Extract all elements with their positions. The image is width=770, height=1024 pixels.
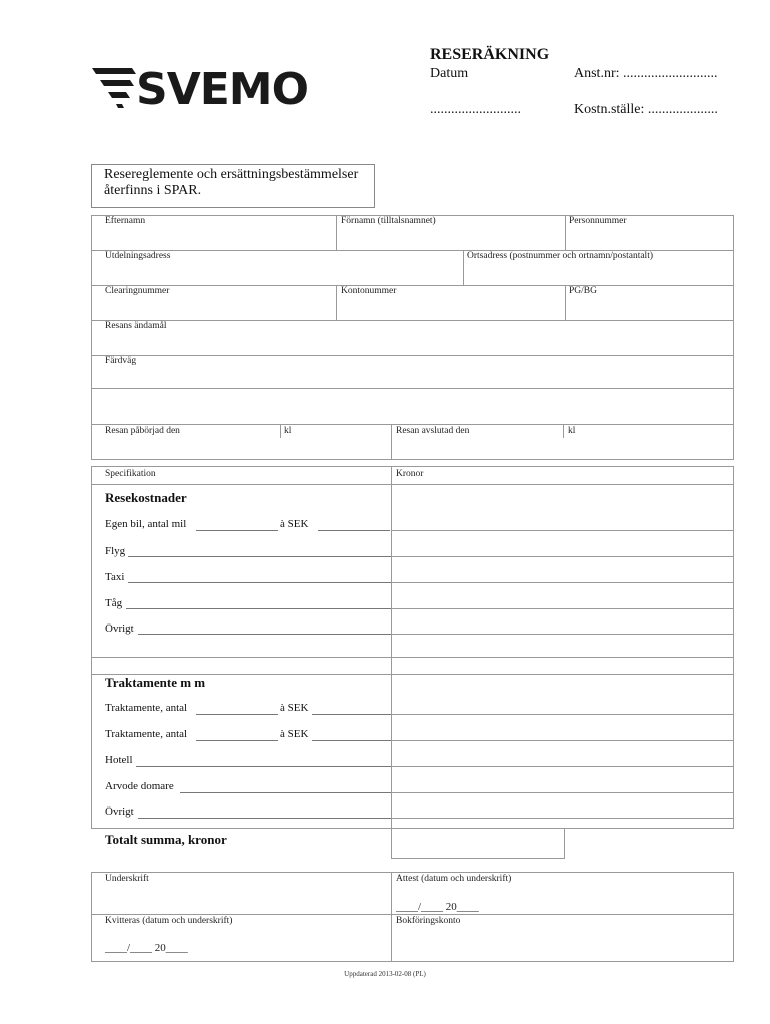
- tag-input[interactable]: [126, 608, 391, 609]
- egen-bil-label: Egen bil, antal mil: [105, 518, 187, 530]
- bokforingskonto-field[interactable]: Bokföringskonto: [396, 916, 461, 926]
- kronor-header: Kronor: [396, 469, 424, 479]
- efternamn-field[interactable]: Efternamn: [105, 216, 146, 226]
- specifikation-header: Specifikation: [105, 469, 156, 479]
- clearingnummer-field[interactable]: Clearingnummer: [105, 286, 170, 296]
- logo-text: SVEMO: [136, 64, 308, 110]
- paborjad-field[interactable]: Resan påbörjad den: [105, 426, 180, 436]
- traktamente-label-2: Traktamente, antal: [105, 728, 188, 740]
- fornamn-field[interactable]: Förnamn (tilltalsnamnet): [341, 216, 436, 226]
- regulations-note: [91, 164, 375, 208]
- traktamente-label-1: Traktamente, antal: [105, 702, 188, 714]
- ovrigt-input-2[interactable]: [138, 818, 391, 819]
- traktamente-sek-input-2[interactable]: [312, 740, 391, 741]
- arvode-input[interactable]: [180, 792, 391, 793]
- traktamente-sek-input-1[interactable]: [312, 714, 391, 715]
- traktamente-heading: Traktamente m m: [105, 675, 206, 690]
- egen-bil-antal-input[interactable]: [196, 530, 278, 531]
- traktamente-antal-input-1[interactable]: [196, 714, 278, 715]
- underskrift-field[interactable]: Underskrift: [105, 874, 149, 884]
- note-line-1: Resereglemente och ersättningsbestämmelser: [104, 167, 359, 182]
- datum-field[interactable]: ..........................: [430, 102, 521, 117]
- attest-date[interactable]: ____/____ 20____: [396, 901, 479, 913]
- form-title: RESERÄKNING: [430, 46, 550, 63]
- kostnadsstalle-field[interactable]: Kostn.ställe: ....................: [574, 102, 718, 117]
- ovrigt-label-2: Övrigt: [105, 806, 134, 818]
- kvitteras-date[interactable]: ____/____ 20____: [105, 942, 188, 954]
- hotell-input[interactable]: [136, 766, 391, 767]
- resekostnader-heading: Resekostnader: [105, 490, 187, 505]
- egen-bil-sek-input[interactable]: [318, 530, 390, 531]
- a-sek-label-2: à SEK: [280, 702, 309, 714]
- totalt-summa-label: Totalt summa, kronor: [105, 832, 227, 847]
- personnummer-field[interactable]: Personnummer: [569, 216, 627, 226]
- utdelningsadress-field[interactable]: Utdelningsadress: [105, 251, 171, 261]
- taxi-label: Taxi: [105, 571, 125, 583]
- traktamente-antal-input-2[interactable]: [196, 740, 278, 741]
- ovrigt-label-1: Övrigt: [105, 623, 134, 635]
- kl-start-field[interactable]: kl: [284, 426, 292, 436]
- fardvag-field[interactable]: Färdväg: [105, 356, 137, 366]
- specification-table: [91, 466, 734, 829]
- kvitteras-field[interactable]: Kvitteras (datum och underskrift): [105, 916, 233, 926]
- updated-footer: Uppdaterad 2013-02-08 (PL): [344, 970, 426, 978]
- datum-label: Datum: [430, 66, 469, 81]
- anst-nr-field[interactable]: Anst.nr: ...........................: [574, 66, 718, 81]
- andamal-field[interactable]: Resans ändamål: [105, 321, 167, 331]
- a-sek-label-1: à SEK: [280, 518, 309, 530]
- arvode-label: Arvode domare: [105, 780, 174, 792]
- taxi-input[interactable]: [128, 582, 391, 583]
- tag-label: Tåg: [105, 597, 123, 609]
- note-line-2: återfinns i SPAR.: [104, 183, 202, 198]
- ovrigt-input-1[interactable]: [138, 634, 391, 635]
- attest-field[interactable]: Attest (datum och underskrift): [396, 874, 512, 884]
- avslutad-field[interactable]: Resan avslutad den: [396, 426, 470, 436]
- svemo-logo: [92, 62, 342, 110]
- flyg-label: Flyg: [105, 545, 126, 557]
- hotell-label: Hotell: [105, 754, 133, 766]
- a-sek-label-3: à SEK: [280, 728, 309, 740]
- pgbg-field[interactable]: PG/BG: [569, 286, 597, 296]
- ortsadress-field[interactable]: Ortsadress (postnummer och ortnamn/postantalt): [467, 251, 654, 261]
- flyg-input[interactable]: [128, 556, 391, 557]
- kl-end-field[interactable]: kl: [568, 426, 576, 436]
- kontonummer-field[interactable]: Kontonummer: [341, 286, 397, 296]
